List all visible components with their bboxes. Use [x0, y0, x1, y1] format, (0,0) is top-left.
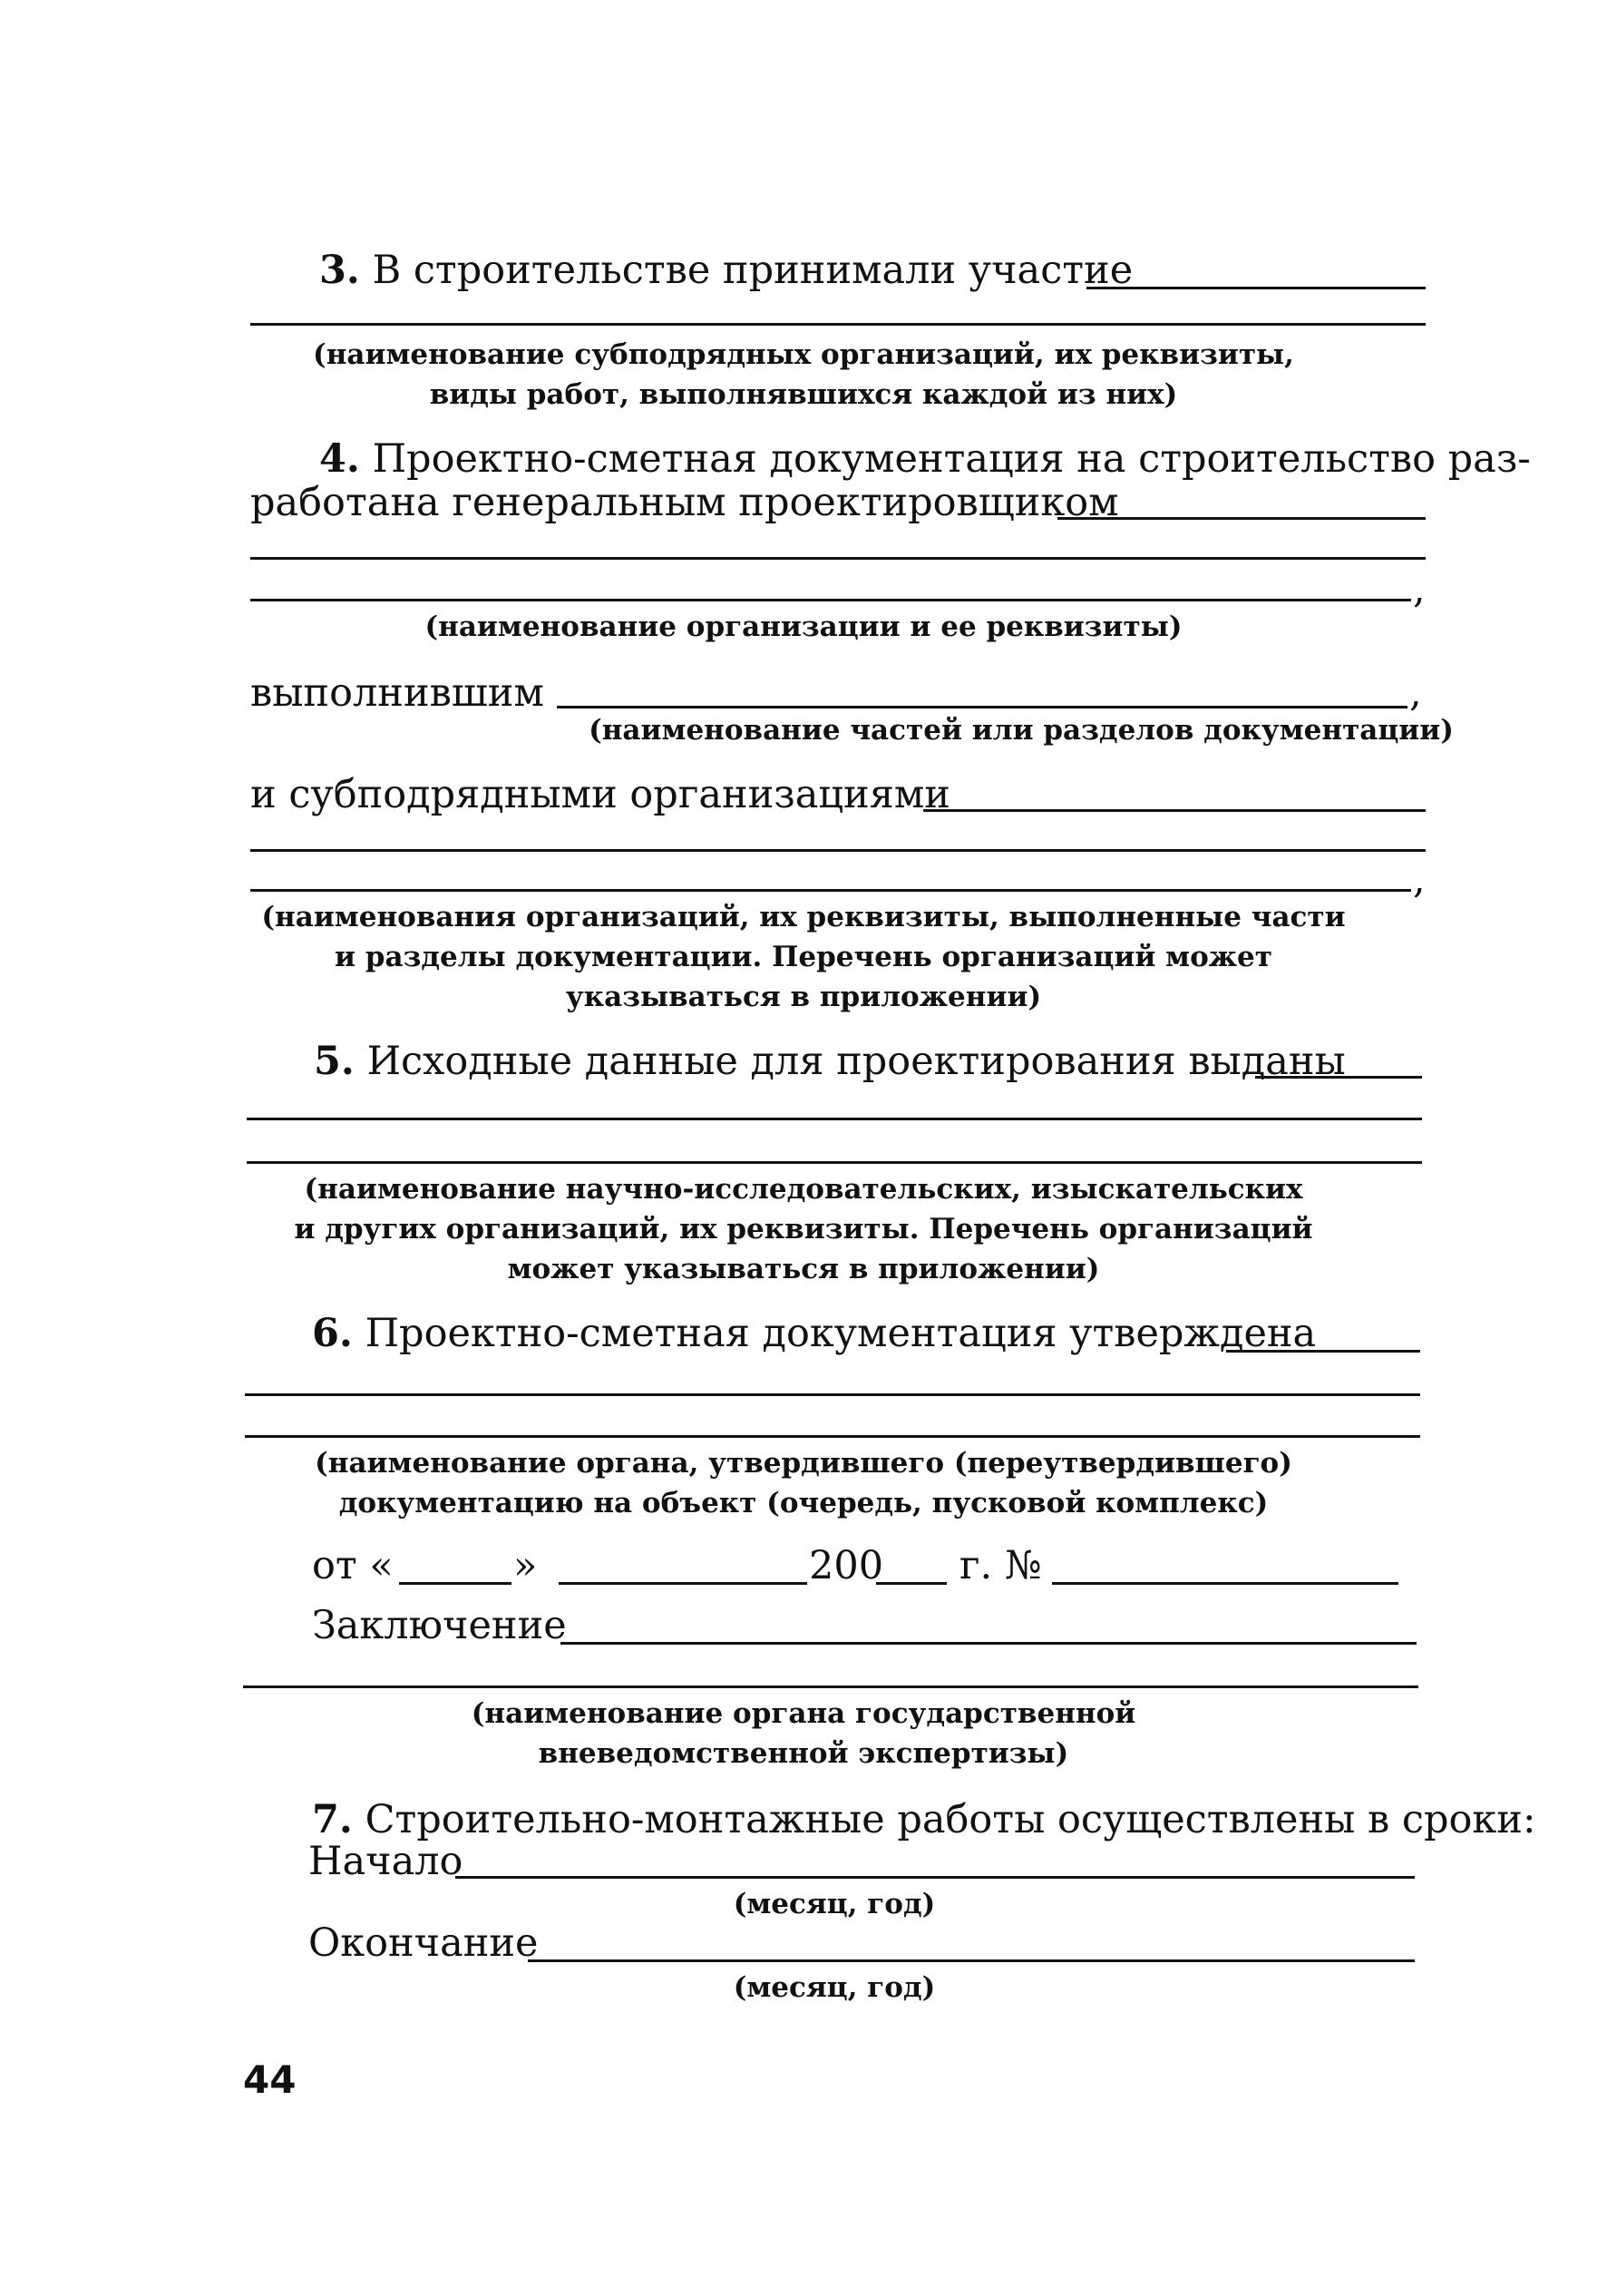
sec4-subcontractors-line-2[interactable] [250, 889, 1411, 892]
sec7-start-label: Начало [308, 1839, 463, 1884]
sec6-year-field[interactable] [876, 1582, 947, 1585]
sec4-caption-subs-1: (наименования организаций, их реквизиты, выполненные части [261, 901, 1346, 933]
sec6-date-close: » [513, 1543, 538, 1588]
sec7-end-label: Окончание [308, 1920, 539, 1966]
sec5-caption-3: может указываться в приложении) [507, 1253, 1100, 1285]
sec6-field-line-2[interactable] [245, 1435, 1420, 1438]
sec6-field-line-1[interactable] [245, 1393, 1420, 1396]
sec6-line [312, 1310, 1316, 1357]
sec4-caption-parts: (наименование частей или разделов документации) [589, 714, 1454, 747]
sec3-number: 3. [319, 248, 360, 293]
sec6-field-inline[interactable] [1226, 1350, 1420, 1353]
sec5-field-line-2[interactable] [247, 1161, 1422, 1164]
sec4-field-line-2[interactable] [250, 599, 1411, 601]
sec6-caption-1: (наименование органа, утвердившего (переутвердившего) [315, 1447, 1292, 1480]
sec6-text: Проектно-сметная документация утверждена [365, 1311, 1317, 1356]
sec5-caption-2: и других организаций, их реквизиты. Перечень организаций [294, 1213, 1313, 1246]
sec4-caption-org: (наименование организации и ее реквизиты) [424, 611, 1183, 643]
sec6-month-field[interactable] [559, 1582, 807, 1585]
sec5-text: Исходные данные для проектирования выданы [366, 1039, 1346, 1084]
sec4-comma-1: , [1413, 567, 1426, 612]
sec6-conclusion-line[interactable] [243, 1685, 1418, 1688]
sec6-caption-expertise-2: вневедомственной экспертизы) [538, 1737, 1069, 1770]
sec7-number: 7. [312, 1797, 353, 1842]
sec6-caption-expertise-1: (наименование органа государственной [471, 1697, 1136, 1730]
sec4-subcontractors-field[interactable] [923, 809, 1426, 812]
sec6-conclusion-label: Заключение [312, 1603, 567, 1648]
sec4-caption-subs-2: и разделы документации. Перечень организаций может [335, 941, 1272, 973]
sec4-field-inline[interactable] [1057, 517, 1426, 520]
sec6-day-field[interactable] [399, 1582, 511, 1585]
sec4-number: 4. [319, 436, 360, 482]
sec5-line [314, 1038, 1346, 1085]
sec6-conclusion-field[interactable] [560, 1642, 1417, 1645]
sec6-date-from: от « [312, 1543, 394, 1588]
sec6-year-prefix: 200 [809, 1543, 884, 1588]
sec4-comma-3: , [1413, 857, 1426, 903]
sec7-end-field[interactable] [528, 1959, 1415, 1962]
sec4-comma-2: , [1409, 670, 1422, 716]
sec4-line-1 [319, 435, 1531, 483]
sec3-line [319, 247, 1133, 294]
sec6-number-field[interactable] [1052, 1582, 1398, 1585]
sec3-field-inline[interactable] [1086, 287, 1426, 289]
sec7-start-field[interactable] [455, 1876, 1415, 1879]
sec4-field-line-1[interactable] [250, 557, 1426, 560]
sec3-field-line[interactable] [250, 323, 1426, 326]
sec7-line [312, 1796, 1535, 1843]
sec6-caption-2: документацию на объект (очередь, пусковой комплекс) [338, 1487, 1269, 1519]
sec5-field-line-1[interactable] [247, 1118, 1422, 1120]
sec6-year-suffix: г. № [959, 1543, 1042, 1588]
sec5-number: 5. [314, 1039, 355, 1084]
sec3-caption-1: (наименование субподрядных организаций, их реквизиты, [313, 338, 1294, 371]
sec4-caption-subs-3: указываться в приложении) [565, 981, 1042, 1013]
sec4-text-1: Проектно-сметная документация на строительство раз- [372, 436, 1531, 482]
sec6-number: 6. [312, 1311, 353, 1356]
sec7-caption-end: (месяц, год) [733, 1971, 936, 2004]
sec4-text-2: работана генеральным проектировщиком [250, 480, 1119, 525]
sec7-text: Строительно-монтажные работы осуществлены в сроки: [365, 1797, 1536, 1842]
sec3-caption-2: виды работ, выполнявшихся каждой из них) [429, 378, 1178, 411]
sec4-subcontractors-label: и субподрядными организациями [250, 772, 950, 817]
sec4-performed-label: выполнившим [250, 670, 544, 716]
page-number: 44 [243, 2057, 297, 2102]
sec4-subcontractors-line-1[interactable] [250, 849, 1426, 852]
sec5-field-inline[interactable] [1255, 1076, 1422, 1079]
sec5-caption-1: (наименование научно-исследовательских, изыскательских [304, 1173, 1303, 1206]
sec4-performed-field[interactable] [557, 706, 1407, 708]
sec3-text: В строительстве принимали участие [372, 248, 1134, 293]
sec7-caption-start: (месяц, год) [733, 1888, 936, 1920]
